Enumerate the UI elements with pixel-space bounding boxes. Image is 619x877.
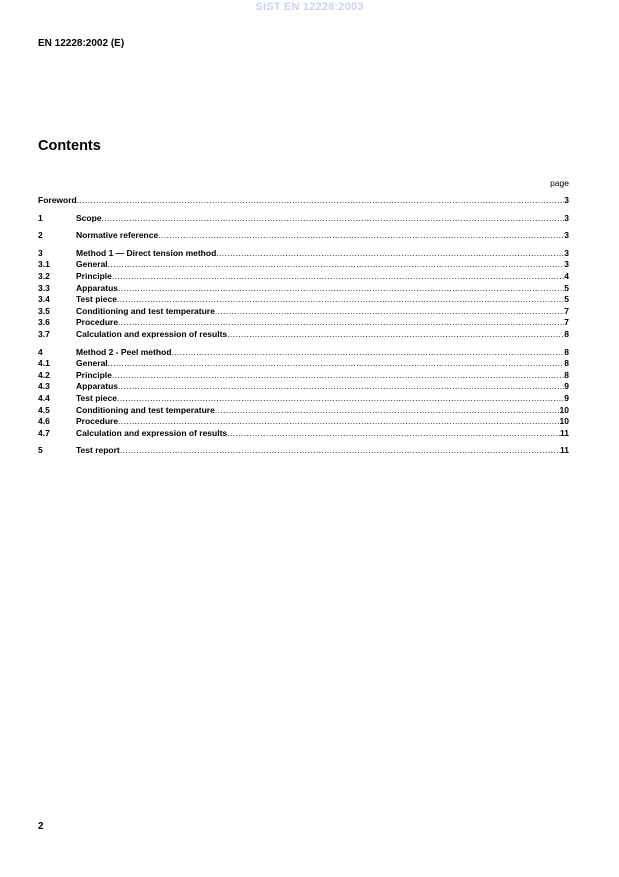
toc-entry-3-6[interactable] <box>38 317 569 329</box>
toc-leader-dots <box>216 248 564 260</box>
toc-entry-title: Procedure <box>76 416 119 427</box>
toc-entry-title: Normative reference <box>76 230 159 241</box>
toc-entry-2[interactable] <box>38 230 569 242</box>
toc-entry-3-3[interactable] <box>38 283 569 295</box>
toc-entry-page: 7 <box>564 317 569 328</box>
toc-entry-title: Principle <box>76 369 112 380</box>
toc-entry-4-3[interactable] <box>38 381 569 393</box>
toc-entry-page: 8 <box>564 346 569 357</box>
toc-entry-page: 3 <box>564 195 569 205</box>
toc-entry-page: 10 <box>559 404 569 415</box>
toc-entry-title: Conditioning and test temperature <box>76 404 215 415</box>
toc-entry-title: General <box>76 358 108 369</box>
toc-leader-dots <box>120 445 560 457</box>
toc-leader-dots <box>77 195 565 207</box>
toc-entry-number: 4.5 <box>38 404 50 415</box>
toc-entry-4-4[interactable] <box>38 393 569 405</box>
toc-leader-dots <box>118 317 564 329</box>
table-of-contents <box>38 195 569 457</box>
toc-entry-number: 4.1 <box>38 358 50 369</box>
toc-leader-dots <box>117 294 564 306</box>
toc-entry-page: 9 <box>564 381 569 392</box>
toc-entry-number: 3.6 <box>38 317 50 328</box>
toc-entry-number: 3.3 <box>38 282 50 293</box>
toc-leader-dots <box>118 416 559 428</box>
toc-entry-number: 3.4 <box>38 294 50 305</box>
toc-entry-3-7[interactable] <box>38 329 569 341</box>
toc-leader-dots <box>112 271 564 283</box>
toc-leader-dots <box>227 428 560 440</box>
toc-leader-dots <box>215 306 564 318</box>
toc-entry-1[interactable] <box>38 213 569 225</box>
toc-entry-title: Principle <box>76 270 112 281</box>
toc-entry-page: 3 <box>564 247 569 258</box>
page-column-label: page <box>550 178 569 188</box>
toc-leader-dots <box>117 393 564 405</box>
toc-entry-title: Scope <box>76 212 102 223</box>
toc-entry-page: 10 <box>559 416 569 427</box>
toc-leader-dots <box>118 381 564 393</box>
toc-entry-number: 3.2 <box>38 270 50 281</box>
toc-entry-title: General <box>76 259 108 270</box>
toc-entry-3-2[interactable] <box>38 271 569 283</box>
toc-entry-page: 11 <box>560 445 569 456</box>
toc-entry-foreword[interactable] <box>38 195 569 207</box>
page-number: 2 <box>38 821 44 832</box>
toc-entry-page: 3 <box>564 230 569 241</box>
toc-entry-page: 5 <box>564 282 569 293</box>
toc-leader-dots <box>112 370 564 382</box>
toc-entry-number: 3 <box>38 247 43 258</box>
toc-entry-page: 4 <box>564 270 569 281</box>
toc-leader-dots <box>108 259 565 271</box>
toc-entry-page: 3 <box>564 259 569 270</box>
toc-entry-4-7[interactable] <box>38 428 569 440</box>
toc-entry-title: Test report <box>76 445 120 456</box>
toc-entry-number: 3.5 <box>38 305 50 316</box>
toc-entry-number: 2 <box>38 230 43 241</box>
document-id: EN 12228:2002 (E) <box>38 38 125 49</box>
toc-entry-page: 11 <box>560 427 569 438</box>
toc-leader-dots <box>158 230 564 242</box>
toc-entry-number: 4.7 <box>38 427 50 438</box>
toc-entry-number: 4.4 <box>38 392 50 403</box>
toc-entry-number: 4.6 <box>38 416 50 427</box>
toc-entry-number: 3.1 <box>38 259 50 270</box>
toc-entry-page: 7 <box>564 305 569 316</box>
watermark: SIST EN 12228:2003 <box>255 1 364 13</box>
toc-entry-4-5[interactable] <box>38 405 569 417</box>
toc-entry-title: Method 2 - Peel method <box>76 346 172 357</box>
toc-entry-title: Procedure <box>76 317 119 328</box>
toc-leader-dots <box>118 283 564 295</box>
toc-entry-title: Foreword <box>38 195 77 205</box>
toc-entry-page: 9 <box>564 392 569 403</box>
toc-leader-dots <box>108 358 565 370</box>
toc-entry-3-1[interactable] <box>38 259 569 271</box>
toc-entry-number: 4.3 <box>38 381 50 392</box>
toc-entry-4[interactable] <box>38 347 569 359</box>
toc-entry-number: 4.2 <box>38 369 50 380</box>
toc-entry-3-4[interactable] <box>38 294 569 306</box>
toc-entry-title: Apparatus <box>76 282 119 293</box>
toc-entry-number: 5 <box>38 445 43 456</box>
toc-entry-title: Calculation and expression of results <box>76 328 228 339</box>
toc-entry-5[interactable] <box>38 445 569 457</box>
toc-entry-3[interactable] <box>38 248 569 260</box>
toc-entry-page: 3 <box>564 212 569 223</box>
toc-entry-title: Test piece <box>76 392 117 403</box>
toc-entry-title: Method 1 — Direct tension method <box>76 247 217 258</box>
toc-leader-dots <box>171 347 564 359</box>
toc-entry-title: Conditioning and test temperature <box>76 305 215 316</box>
toc-entry-number: 4 <box>38 346 43 357</box>
toc-leader-dots <box>102 213 565 225</box>
toc-entry-4-2[interactable] <box>38 370 569 382</box>
toc-entry-number: 1 <box>38 212 43 223</box>
toc-entry-number: 3.7 <box>38 328 50 339</box>
toc-entry-4-1[interactable] <box>38 358 569 370</box>
toc-entry-page: 5 <box>564 294 569 305</box>
toc-leader-dots <box>215 405 560 417</box>
contents-heading: Contents <box>38 138 101 154</box>
toc-leader-dots <box>227 329 564 341</box>
toc-entry-4-6[interactable] <box>38 416 569 428</box>
toc-entry-page: 8 <box>564 358 569 369</box>
toc-entry-page: 8 <box>564 369 569 380</box>
toc-entry-page: 8 <box>564 328 569 339</box>
toc-entry-title: Apparatus <box>76 381 119 392</box>
toc-entry-title: Test piece <box>76 294 117 305</box>
toc-entry-3-5[interactable] <box>38 306 569 318</box>
toc-entry-title: Calculation and expression of results <box>76 427 228 438</box>
